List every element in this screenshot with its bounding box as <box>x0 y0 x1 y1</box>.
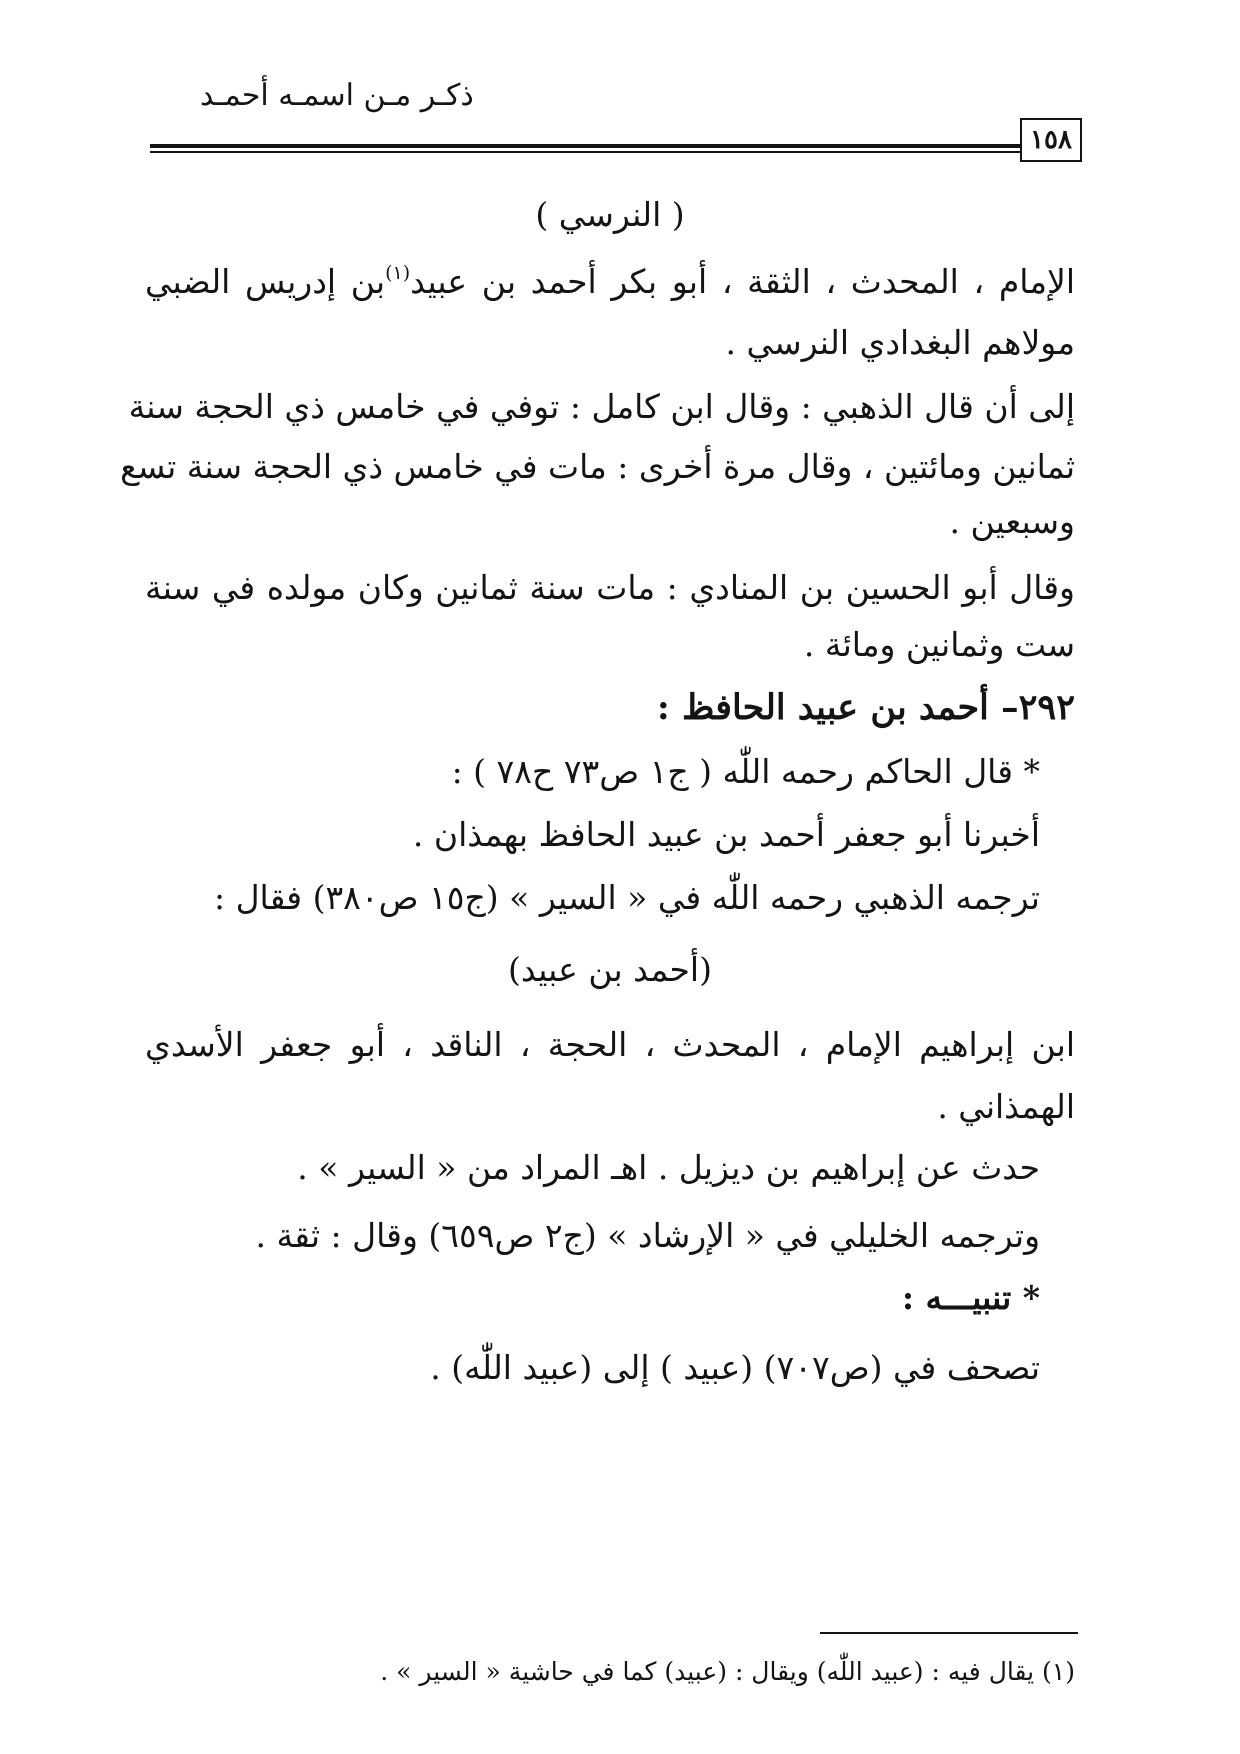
text-line: ترجمه الذهبي رحمه اللّٰه في « السير » (ج١٥ ص٣٨٠) فقال : <box>213 878 1040 917</box>
text-line: وقال أبو الحسين بن المنادي : مات سنة ثمانين وكان مولده في سنة <box>145 568 1075 607</box>
text-line: إلى أن قال الذهبي : وقال ابن كامل : توفي في خامس ذي الحجة سنة <box>128 387 1075 426</box>
entry-heading: ٢٩٢– أحمد بن عبيد الحافظ : <box>656 687 1075 728</box>
notice-heading: * تنبيـــه : <box>901 1278 1040 1317</box>
text-line: وسبعين . <box>949 502 1075 541</box>
text-line: حدث عن إبراهيم بن ديزيل . اهـ المراد من « السير » . <box>297 1148 1040 1187</box>
subheading-ahmad: (أحمد بن عبيد) <box>508 950 712 989</box>
text-line: ست وثمانين ومائة . <box>803 625 1075 664</box>
text-line: ابن إبراهيم الإمام ، المحدث ، الحجة ، الناقد ، أبو جعفر الأسدي <box>145 1025 1075 1064</box>
footnote-marker: (١) <box>385 262 411 284</box>
subheading-nursi: ( النرسي ) <box>535 195 685 234</box>
text-line: وترجمه الخليلي في « الإرشاد » (ج٢ ص٦٥٩) وقال : ثقة . <box>255 1216 1040 1255</box>
text-line: الهمذاني . <box>937 1087 1075 1126</box>
footnote: (١) يقال فيه : (عبيد اللّٰه) ويقال : (عبيد) كما في حاشية « السير » . <box>380 1657 1075 1686</box>
text-segment: الإمام ، المحدث ، الثقة ، أبو بكر أحمد بن عبيد <box>410 262 1075 301</box>
text-line <box>145 248 1075 307</box>
header-rule-thin <box>150 151 1020 153</box>
running-title: ذكـر مـن اسمـه أحمـد <box>200 78 474 113</box>
text-line: أخبرنا أبو جعفر أحمد بن عبيد الحافظ بهمذان . <box>412 815 1040 854</box>
footnote-rule <box>820 1632 1078 1634</box>
text-line: * قال الحاكم رحمه اللّٰه ( ج١ ص٧٣ ح٧٨ ) : <box>451 752 1040 791</box>
text-line: ثمانين ومائتين ، وقال مرة أخرى : مات في خامس ذي الحجة سنة تسع <box>120 447 1075 486</box>
text-line: مولاهم البغدادي النرسي . <box>725 323 1075 362</box>
header-rule-thick <box>150 144 1020 148</box>
text-line: تصحف في (ص٧٠٧) (عبيد ) إلى (عبيد اللّٰه) . <box>430 1348 1040 1387</box>
text-segment: بن إدريس الضبي <box>145 262 386 301</box>
page-number: ١٥٨ <box>1020 118 1082 162</box>
